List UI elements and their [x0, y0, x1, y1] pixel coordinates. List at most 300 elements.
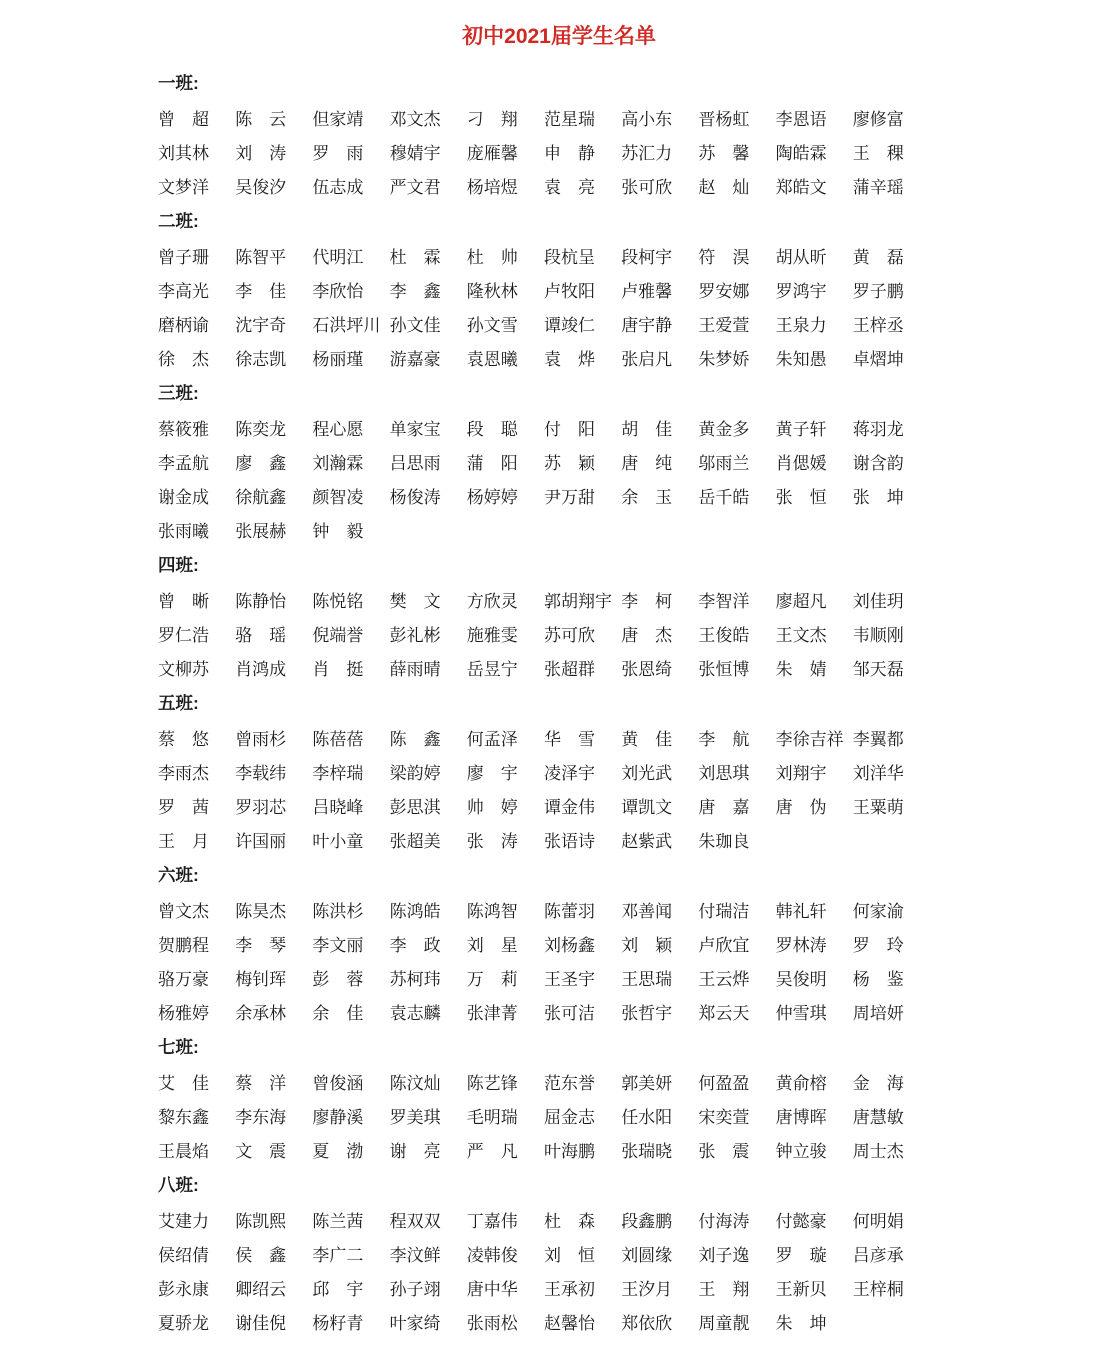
student-name: 庞雁馨	[466, 143, 518, 163]
student-name: 艾建力	[158, 1211, 209, 1231]
name-row	[158, 410, 930, 444]
student-name: 李汶鲜	[389, 1245, 441, 1265]
student-name: 曾子珊	[158, 247, 209, 267]
student-name: 罗羽芯	[235, 797, 287, 817]
student-name: 王翔	[698, 1279, 750, 1299]
student-name: 施雅雯	[466, 625, 518, 645]
name-row	[158, 512, 930, 546]
student-name: 黄金多	[698, 419, 750, 439]
class-section	[158, 856, 930, 1028]
class-section	[158, 202, 930, 374]
student-name: 胡从昕	[775, 247, 827, 267]
student-name: 罗林涛	[775, 935, 827, 955]
student-name: 许国丽	[235, 831, 287, 851]
student-name: 叶小童	[312, 831, 364, 851]
student-name: 刘佳玥	[852, 591, 904, 611]
student-name: 蔡洋	[235, 1073, 287, 1093]
name-row	[158, 582, 930, 616]
student-name: 倪端誉	[312, 625, 364, 645]
student-name: 罗安娜	[698, 281, 750, 301]
student-name: 苏馨	[698, 143, 750, 163]
student-name: 毛明瑞	[466, 1107, 518, 1127]
student-name: 胡佳	[621, 419, 673, 439]
class-label: 五班:	[158, 693, 199, 713]
name-row	[158, 272, 930, 306]
student-name: 刘杨鑫	[543, 935, 595, 955]
student-name: 刘圆缘	[621, 1245, 673, 1265]
student-name: 骆万豪	[158, 969, 209, 989]
student-name: 王汐月	[621, 1279, 673, 1299]
student-name: 谭金伟	[543, 797, 595, 817]
student-name: 宋奕萱	[698, 1107, 750, 1127]
student-name: 但家靖	[312, 109, 364, 129]
student-name: 王云烨	[698, 969, 750, 989]
student-name: 廖超凡	[775, 591, 827, 611]
student-name: 何孟泽	[466, 729, 518, 749]
student-name: 钟立骏	[775, 1141, 827, 1161]
student-name: 孙子翊	[389, 1279, 441, 1299]
student-name: 刘洋华	[852, 763, 904, 783]
student-name: 蒲辛瑶	[852, 177, 904, 197]
student-name: 谢金成	[158, 487, 209, 507]
student-name: 夏骄龙	[158, 1313, 209, 1333]
student-name: 苏可欣	[543, 625, 595, 645]
class-label: 七班:	[158, 1037, 199, 1057]
student-name: 申静	[543, 143, 595, 163]
student-name: 周童靓	[698, 1313, 750, 1333]
student-name: 万莉	[466, 969, 518, 989]
student-name: 蒲阳	[466, 453, 518, 473]
student-name: 王晨焰	[158, 1141, 209, 1161]
student-name: 朱婧	[775, 659, 827, 679]
student-name: 高小东	[621, 109, 673, 129]
student-name: 文梦洋	[158, 177, 209, 197]
student-name: 罗美琪	[389, 1107, 441, 1127]
student-name: 刘瀚霖	[312, 453, 364, 473]
student-name: 邓文杰	[389, 109, 441, 129]
student-name: 吴俊汐	[235, 177, 287, 197]
student-name: 李鑫	[389, 281, 441, 301]
student-name: 杜帅	[466, 247, 518, 267]
student-name: 陈悦铭	[312, 591, 364, 611]
student-name: 张雨曦	[158, 521, 209, 541]
student-name: 张震	[698, 1141, 750, 1161]
student-name: 韦顺刚	[852, 625, 904, 645]
student-name: 凌韩俊	[466, 1245, 518, 1265]
name-row	[158, 892, 930, 926]
student-name: 杨俊涛	[389, 487, 441, 507]
student-name: 朱珈良	[698, 831, 750, 851]
student-name: 杜森	[543, 1211, 595, 1231]
class-label: 一班:	[158, 73, 199, 93]
student-name: 张瑞晓	[621, 1141, 673, 1161]
class-section	[158, 374, 930, 546]
student-name: 罗璇	[775, 1245, 827, 1265]
student-name: 唐宇静	[621, 315, 673, 335]
student-name: 段鑫鹏	[621, 1211, 673, 1231]
student-name: 文柳苏	[158, 659, 209, 679]
student-name: 赵灿	[698, 177, 750, 197]
name-row	[158, 1064, 930, 1098]
student-name: 帅婷	[466, 797, 518, 817]
student-name: 唐纯	[621, 453, 673, 473]
student-name: 罗鸿宇	[775, 281, 827, 301]
student-name: 杨鉴	[852, 969, 904, 989]
class-label: 三班:	[158, 383, 199, 403]
student-name: 陈蕾羽	[543, 901, 595, 921]
student-name: 黄磊	[852, 247, 904, 267]
name-row	[158, 1236, 930, 1270]
student-name: 唐博晖	[775, 1107, 827, 1127]
student-name: 张超群	[543, 659, 595, 679]
student-name: 侯绍倩	[158, 1245, 209, 1265]
student-name: 单家宝	[389, 419, 441, 439]
student-name: 李智洋	[698, 591, 750, 611]
student-name: 孙文雪	[466, 315, 518, 335]
student-name: 黄子轩	[775, 419, 827, 439]
student-name: 隆秋林	[466, 281, 518, 301]
student-name: 陈鸿智	[466, 901, 518, 921]
student-name: 张可欣	[621, 177, 673, 197]
student-name: 郭美妍	[621, 1073, 673, 1093]
name-row	[158, 168, 930, 202]
student-name: 何家渝	[852, 901, 904, 921]
class-section	[158, 64, 930, 202]
name-row	[158, 134, 930, 168]
student-name: 郑依欣	[621, 1313, 673, 1333]
student-name: 廖鑫	[235, 453, 287, 473]
student-name: 段杭呈	[543, 247, 595, 267]
student-name: 李翼都	[852, 729, 904, 749]
student-name: 郑云天	[698, 1003, 750, 1023]
student-name: 屈金志	[543, 1107, 595, 1127]
student-name: 伍志成	[312, 177, 364, 197]
student-name: 代明江	[312, 247, 364, 267]
student-name: 杨籽青	[312, 1313, 364, 1333]
student-name: 李载纬	[235, 763, 287, 783]
student-name: 陈洪杉	[312, 901, 364, 921]
student-name: 颜智凌	[312, 487, 364, 507]
student-name: 钟毅	[312, 521, 364, 541]
student-name: 郑皓文	[775, 177, 827, 197]
student-name: 曾雨杉	[235, 729, 287, 749]
student-name: 蒋羽龙	[852, 419, 904, 439]
student-name: 张涛	[466, 831, 518, 851]
student-name: 杜霖	[389, 247, 441, 267]
student-name: 卢欣宜	[698, 935, 750, 955]
student-name: 磨柄谕	[158, 315, 209, 335]
student-name: 付海涛	[698, 1211, 750, 1231]
student-name: 谭竣仁	[543, 315, 595, 335]
student-name: 刘思琪	[698, 763, 750, 783]
class-label: 八班:	[158, 1175, 199, 1195]
student-name: 赵馨怡	[543, 1313, 595, 1333]
student-name: 孙文佳	[389, 315, 441, 335]
student-name: 罗仁浩	[158, 625, 209, 645]
student-name: 蔡悠	[158, 729, 209, 749]
student-name: 彭礼彬	[389, 625, 441, 645]
student-name: 张可洁	[543, 1003, 595, 1023]
student-name: 王粟萌	[852, 797, 904, 817]
student-name: 张恒	[775, 487, 827, 507]
student-name: 骆瑶	[235, 625, 287, 645]
student-name: 张展赫	[235, 521, 287, 541]
student-name: 朱坤	[775, 1313, 827, 1333]
name-row	[158, 238, 930, 272]
student-name: 吕彦承	[852, 1245, 904, 1265]
student-name: 王稞	[852, 143, 904, 163]
student-name: 朱知愚	[775, 349, 827, 369]
student-name: 徐航鑫	[235, 487, 287, 507]
student-name: 罗子鹏	[852, 281, 904, 301]
student-name: 廖修富	[852, 109, 904, 129]
name-row	[158, 1202, 930, 1236]
student-name: 陈兰茜	[312, 1211, 364, 1231]
student-name: 刘子逸	[698, 1245, 750, 1265]
student-name: 陈云	[235, 109, 287, 129]
student-name: 曾晰	[158, 591, 209, 611]
student-name: 刘星	[466, 935, 518, 955]
name-row	[158, 720, 930, 754]
student-name: 李航	[698, 729, 750, 749]
student-name: 穆婧宇	[389, 143, 441, 163]
student-name: 蔡筱雅	[158, 419, 209, 439]
student-name: 吕晓峰	[312, 797, 364, 817]
student-name: 卢雅馨	[621, 281, 673, 301]
student-name: 王泉力	[775, 315, 827, 335]
student-name: 李高光	[158, 281, 209, 301]
student-name: 陈凯熙	[235, 1211, 287, 1231]
student-name: 肖鸿成	[235, 659, 287, 679]
student-name: 付懿豪	[775, 1211, 827, 1231]
student-name: 刘光武	[621, 763, 673, 783]
student-name: 袁志麟	[389, 1003, 441, 1023]
student-name: 刘翔宇	[775, 763, 827, 783]
student-name: 方欣灵	[466, 591, 518, 611]
student-name: 谢亮	[389, 1141, 441, 1161]
student-name: 叶家绮	[389, 1313, 441, 1333]
student-name: 沈宇奇	[235, 315, 287, 335]
student-name: 付阳	[543, 419, 595, 439]
class-label: 二班:	[158, 211, 199, 231]
student-name: 张超美	[389, 831, 441, 851]
student-name: 谭凯文	[621, 797, 673, 817]
student-name: 陈汶灿	[389, 1073, 441, 1093]
page-title: 初中2021届学生名单	[462, 25, 656, 48]
student-name: 袁恩曦	[466, 349, 518, 369]
student-name: 凌泽宇	[543, 763, 595, 783]
student-name: 刘涛	[235, 143, 287, 163]
student-name: 李政	[389, 935, 441, 955]
student-name: 王圣宇	[543, 969, 595, 989]
student-name: 吕思雨	[389, 453, 441, 473]
student-name: 黄佳	[621, 729, 673, 749]
student-name: 任水阳	[621, 1107, 673, 1127]
student-name: 王新贝	[775, 1279, 827, 1299]
student-name: 郭胡翔宇	[543, 591, 612, 611]
student-name: 王梓丞	[852, 315, 904, 335]
name-row	[158, 926, 930, 960]
name-row	[158, 1098, 930, 1132]
student-name: 付瑞洁	[698, 901, 750, 921]
class-section	[158, 1028, 930, 1166]
student-name: 薛雨晴	[389, 659, 441, 679]
student-name: 叶海鹏	[543, 1141, 595, 1161]
student-name: 谢含韵	[852, 453, 904, 473]
student-name: 张雨松	[466, 1313, 518, 1333]
student-name: 段柯宇	[621, 247, 673, 267]
student-name: 程双双	[389, 1211, 441, 1231]
student-name: 朱梦娇	[698, 349, 750, 369]
name-row	[158, 650, 930, 684]
student-name: 石洪坪川	[312, 315, 381, 335]
student-name: 唐慧敏	[852, 1107, 904, 1127]
student-name: 王梓桐	[852, 1279, 904, 1299]
student-name: 廖静溪	[312, 1107, 364, 1127]
student-name: 周培妍	[852, 1003, 904, 1023]
name-row	[158, 1270, 930, 1304]
student-name: 张恒博	[698, 659, 750, 679]
student-name: 陈鸿皓	[389, 901, 441, 921]
student-name: 张语诗	[543, 831, 595, 851]
student-name: 李广二	[312, 1245, 364, 1265]
student-name: 陈智平	[235, 247, 287, 267]
student-name: 刁翔	[466, 109, 518, 129]
name-row	[158, 822, 930, 856]
student-name: 游嘉豪	[389, 349, 441, 369]
student-name: 梅钊珲	[235, 969, 287, 989]
student-name: 苏汇力	[621, 143, 673, 163]
student-name: 程心愿	[312, 419, 364, 439]
student-name: 李恩语	[775, 109, 827, 129]
name-row	[158, 754, 930, 788]
name-row	[158, 478, 930, 512]
name-row	[158, 306, 930, 340]
student-name: 李东海	[235, 1107, 287, 1127]
student-name: 杨婷婷	[466, 487, 518, 507]
class-label: 四班:	[158, 555, 199, 575]
student-name: 夏渤	[312, 1141, 364, 1161]
student-name: 唐杰	[621, 625, 673, 645]
student-name: 王爱萱	[698, 315, 750, 335]
student-name: 罗雨	[312, 143, 364, 163]
student-name: 曾超	[158, 109, 209, 129]
student-name: 彭思淇	[389, 797, 441, 817]
student-name: 卢牧阳	[543, 281, 595, 301]
student-name: 邹天磊	[852, 659, 904, 679]
student-name: 符淏	[698, 247, 750, 267]
student-name: 邓善闻	[621, 901, 673, 921]
student-name: 仲雪琪	[775, 1003, 827, 1023]
student-name: 张哲宇	[621, 1003, 673, 1023]
student-name: 陈鑫	[389, 729, 441, 749]
student-name: 陈奕龙	[235, 419, 287, 439]
class-section	[158, 1166, 930, 1338]
class-section	[158, 546, 930, 684]
student-list	[158, 64, 930, 1338]
student-name: 陈蓓蓓	[312, 729, 364, 749]
student-name: 谢佳倪	[235, 1313, 287, 1333]
name-row	[158, 616, 930, 650]
student-name: 李欣怡	[312, 281, 364, 301]
student-name: 黄俞榕	[775, 1073, 827, 1093]
student-name: 范东誉	[543, 1073, 595, 1093]
student-name: 范星瑞	[543, 109, 595, 129]
student-name: 段聪	[466, 419, 518, 439]
student-name: 李文丽	[312, 935, 364, 955]
student-name: 王思瑞	[621, 969, 673, 989]
student-name: 邱宇	[312, 1279, 364, 1299]
student-name: 卿绍云	[235, 1279, 287, 1299]
student-name: 李柯	[621, 591, 673, 611]
student-name: 陈艺锋	[466, 1073, 518, 1093]
student-name: 王承初	[543, 1279, 595, 1299]
student-name: 李梓瑞	[312, 763, 364, 783]
student-name: 张坤	[852, 487, 904, 507]
student-name: 陈静怡	[235, 591, 287, 611]
student-name: 贺鹏程	[158, 935, 209, 955]
student-name: 严凡	[466, 1141, 518, 1161]
student-name: 余承林	[235, 1003, 287, 1023]
student-name: 赵紫武	[621, 831, 673, 851]
student-name: 李徐吉祥	[775, 729, 844, 749]
student-name: 唐中华	[466, 1279, 518, 1299]
student-name: 苏柯玮	[389, 969, 441, 989]
student-name: 岳千皓	[698, 487, 750, 507]
name-row	[158, 960, 930, 994]
student-name: 李琴	[235, 935, 287, 955]
name-row	[158, 788, 930, 822]
name-row	[158, 1304, 930, 1338]
student-name: 杨雅婷	[158, 1003, 209, 1023]
student-name: 张津菁	[466, 1003, 518, 1023]
student-name: 侯鑫	[235, 1245, 287, 1265]
student-name: 袁亮	[543, 177, 595, 197]
student-name: 苏颖	[543, 453, 595, 473]
student-name: 陶皓霖	[775, 143, 827, 163]
student-name: 何盈盈	[698, 1073, 750, 1093]
student-name: 韩礼轩	[775, 901, 827, 921]
student-name: 邬雨兰	[698, 453, 750, 473]
student-name: 严文君	[389, 177, 441, 197]
student-name: 黎东鑫	[158, 1107, 209, 1127]
student-name: 吴俊明	[775, 969, 827, 989]
student-name: 彭蓉	[312, 969, 364, 989]
student-name: 艾佳	[158, 1073, 209, 1093]
class-section	[158, 684, 930, 856]
class-label: 六班:	[158, 865, 199, 885]
student-name: 李雨杰	[158, 763, 209, 783]
student-name: 罗茜	[158, 797, 209, 817]
student-name: 丁嘉伟	[466, 1211, 518, 1231]
student-name: 何明娟	[852, 1211, 904, 1231]
student-name: 余玉	[621, 487, 673, 507]
student-name: 唐伪	[775, 797, 827, 817]
name-row	[158, 1132, 930, 1166]
student-name: 张启凡	[621, 349, 673, 369]
student-name: 王文杰	[775, 625, 827, 645]
student-name: 余佳	[312, 1003, 364, 1023]
student-name: 华雪	[543, 729, 595, 749]
name-row	[158, 100, 930, 134]
student-name: 王月	[158, 831, 209, 851]
student-name: 廖宇	[466, 763, 518, 783]
student-name: 李孟航	[158, 453, 209, 473]
student-name: 梁韵婷	[389, 763, 441, 783]
student-name: 袁烨	[543, 349, 595, 369]
student-name: 曾文杰	[158, 901, 209, 921]
student-name: 曾俊涵	[312, 1073, 364, 1093]
